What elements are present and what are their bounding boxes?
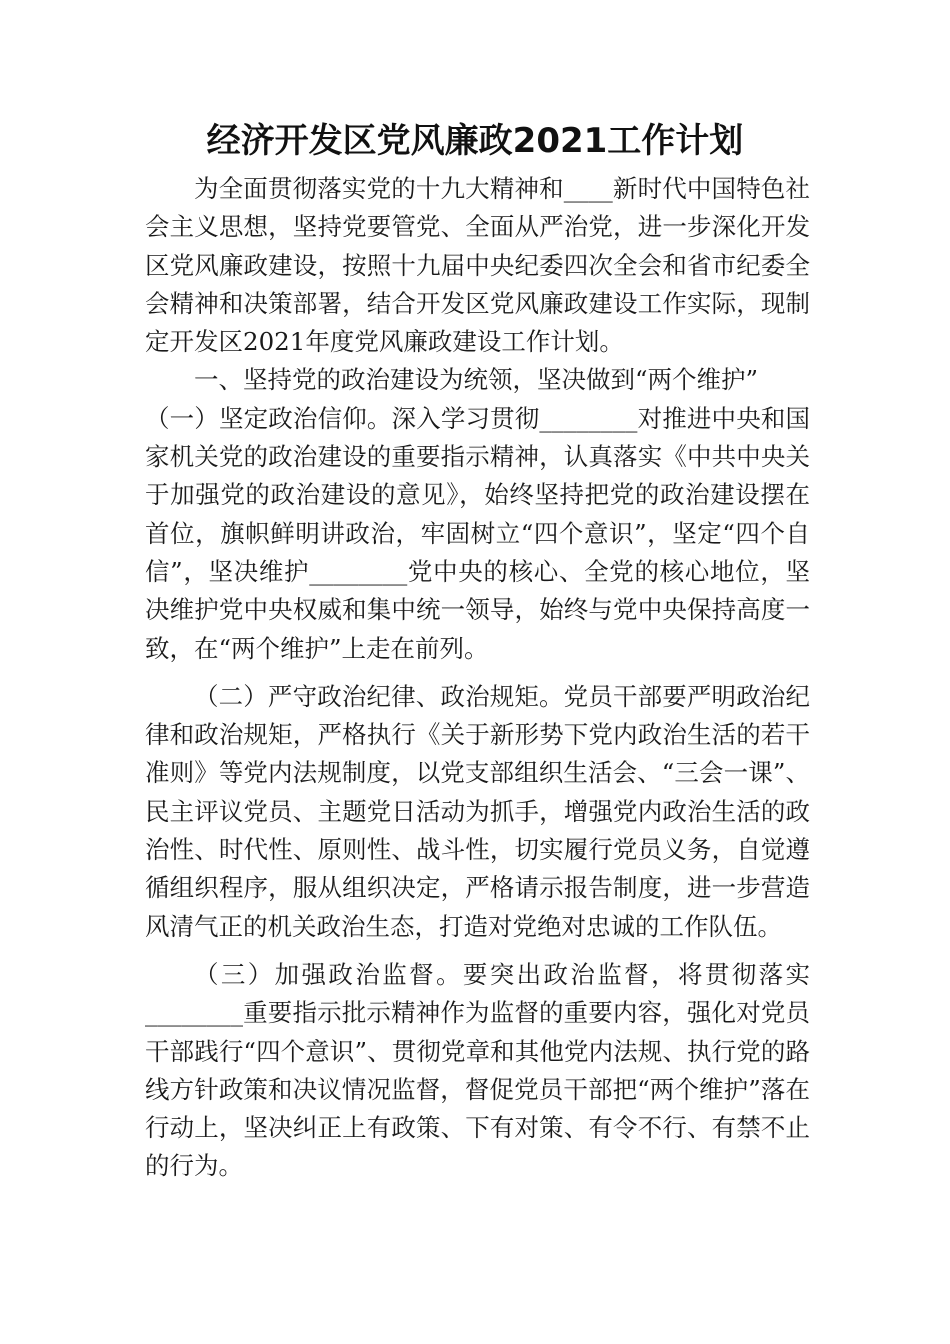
paragraph-item-3: （三）加强政治监督。要突出政治监督，将贯彻落实________重要指示批示精神作为监督的重要内容，强化对党员干部践行“四个意识”、贯彻党章和其他党内法规、执行党的路线方针政策和决议情况监督，督促党员干部把“两个维护”落在行动上，坚决纠正上有政策、下有对策、有令不行、有禁不止的行为。 <box>145 959 810 1181</box>
paragraph-item-2: （二）严守政治纪律、政治规矩。党员干部要严明政治纪律和政治规矩，严格执行《关于新形势下党内政治生活的若干准则》等党内法规制度，以党支部组织生活会、“三会一课”、民主评议党员、主题党日活动为抓手，增强党内政治生活的政治性、时代性、原则性、战斗性，切实履行党员义务，自觉遵循组织程序，服从组织决定，严格请示报告制度，进一步营造风清气正的机关政治生态，打造对党绝对忠诚的工作队伍。 <box>145 681 810 941</box>
document-title: 经济开发区党风廉政2021工作计划 <box>206 121 744 161</box>
section-heading-1: 一、坚持党的政治建设为统领，坚决做到“两个维护” <box>194 365 759 395</box>
document-body <box>145 170 810 1186</box>
paragraph-intro: 为全面贯彻落实党的十九大精神和____新时代中国特色社会主义思想，坚持党要管党、全面从严治党，进一步深化开发区党风廉政建设，按照十九届中央纪委四次全会和省市纪委全会精神和决策部署，结合开发区党风廉政建设工作实际，现制定开发区2021年度党风廉政建设工作计划。 <box>145 174 810 357</box>
paragraph-item-1: （一）坚定政治信仰。深入学习贯彻________对推进中央和国家机关党的政治建设的重要指示精神，认真落实《中共中央关于加强党的政治建设的意见》，始终坚持把党的政治建设摆在首位，旗帜鲜明讲政治，牢固树立“四个意识”，坚定“四个自信”，坚决维护________党中央的核心、全党的核心地位，坚决维护党中央权威和集中统一领导，始终与党中央保持高度一致，在“两个维护”上走在前列。 <box>145 403 810 663</box>
